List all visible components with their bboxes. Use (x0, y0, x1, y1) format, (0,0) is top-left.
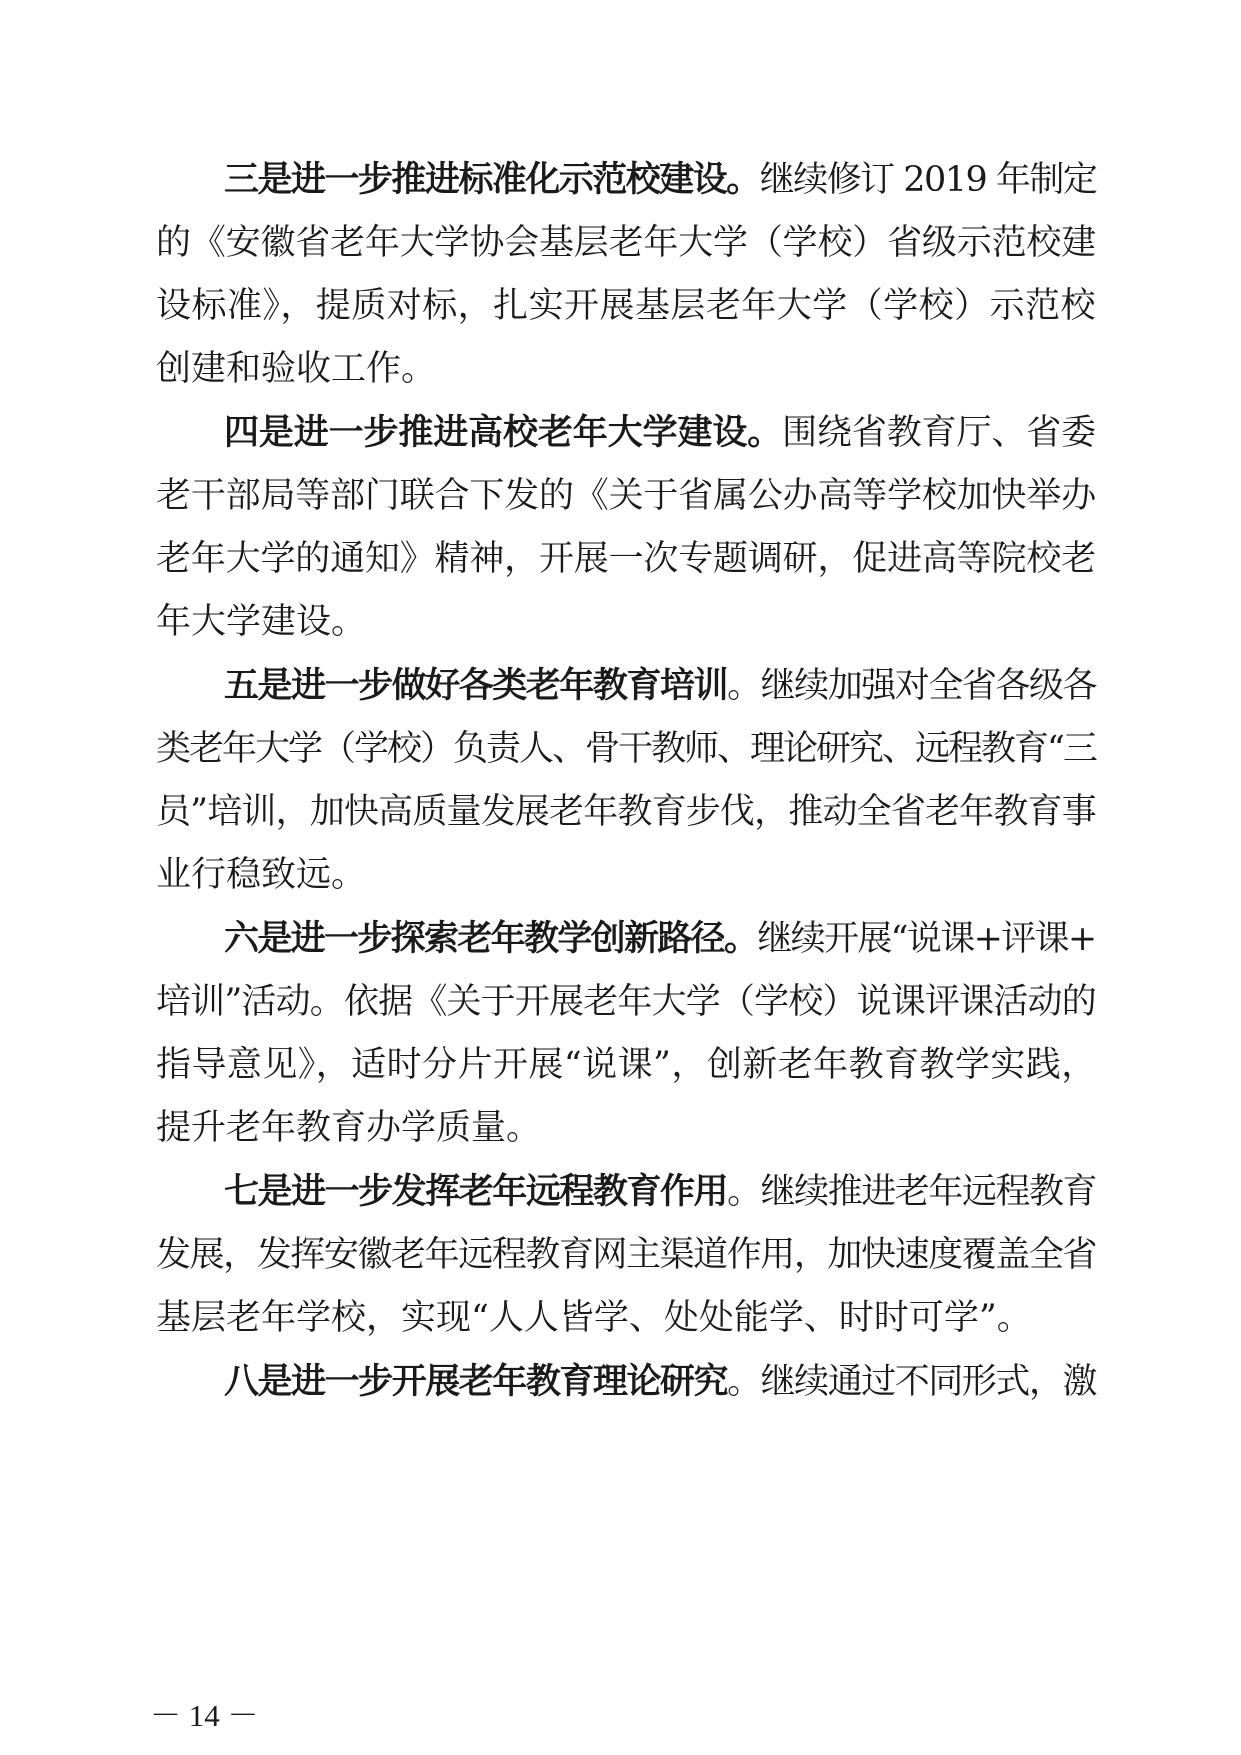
paragraph-line: 类老年大学（学校）负责人、骨干教师、理论研究、远程教育“三 (156, 729, 1096, 769)
paragraph-line: 培训”活动。依据《关于开展老年大学（学校）说课评课活动的 (156, 982, 1096, 1022)
paragraph-text: 继续开展“说课+评课+ (757, 919, 1096, 959)
paragraph-heading: 三是进一步推进标准化示范校建设。 (224, 159, 760, 200)
paragraph-line: 发展，发挥安徽老年远程教育网主渠道作用，加快速度覆盖全省 (156, 1235, 1097, 1275)
paragraph-line: 老干部局等部门联合下发的《关于省属公办高等学校加快举办 (156, 476, 1097, 516)
paragraph-line: 老年大学的通知》精神，开展一次专题调研，促进高等院校老 (156, 539, 1097, 579)
paragraph-first-line (224, 1352, 1096, 1412)
paragraph-line: 业行稳致远。 (156, 855, 367, 895)
paragraph-line: 提升老年教育办学质量。 (156, 1108, 542, 1148)
paragraph-line: 创建和验收工作。 (156, 349, 437, 389)
paragraph-first-line (224, 909, 1096, 969)
paragraph-first-line (224, 150, 1096, 210)
paragraph-heading: 八是进一步开展老年教育理论研究 (224, 1361, 728, 1402)
paragraph-line: 基层老年学校，实现“人人皆学、处处能学、时时可学”。 (156, 1298, 1032, 1338)
page-number: － 14 － (150, 1698, 259, 1733)
paragraph-heading: 五是进一步做好各类老年教育培训 (224, 665, 728, 706)
paragraph-first-line (224, 1162, 1096, 1222)
paragraph-text: 。继续通过不同形式，激 (727, 1362, 1097, 1402)
paragraph-heading: 四是进一步推进高校老年大学建设。 (224, 412, 783, 453)
paragraph-line: 指导意见》，适时分片开展“说课”，创新老年教育教学实践， (156, 1045, 1097, 1085)
paragraph-line: 年大学建设。 (156, 602, 367, 642)
paragraph-first-line (224, 403, 1096, 463)
paragraph-first-line (224, 656, 1096, 716)
paragraph-text: 。继续推进老年远程教育 (727, 1172, 1097, 1212)
paragraph-text: 继续修订 2019 年制定 (759, 160, 1097, 200)
paragraph-line: 的《安徽省老年大学协会基层老年大学（学校）省级示范校建 (156, 223, 1097, 263)
paragraph-text: 围绕省教育厅、省委 (782, 413, 1097, 453)
paragraph-heading: 七是进一步发挥老年远程教育作用 (224, 1171, 728, 1212)
paragraph-heading: 六是进一步探索老年教学创新路径。 (224, 918, 758, 959)
paragraph-text: 。继续加强对全省各级各 (727, 666, 1097, 706)
paragraph-line: 员”培训，加快高质量发展老年教育步伐，推动全省老年教育事 (156, 792, 1096, 832)
paragraph-line: 设标准》，提质对标，扎实开展基层老年大学（学校）示范校 (156, 286, 1096, 326)
